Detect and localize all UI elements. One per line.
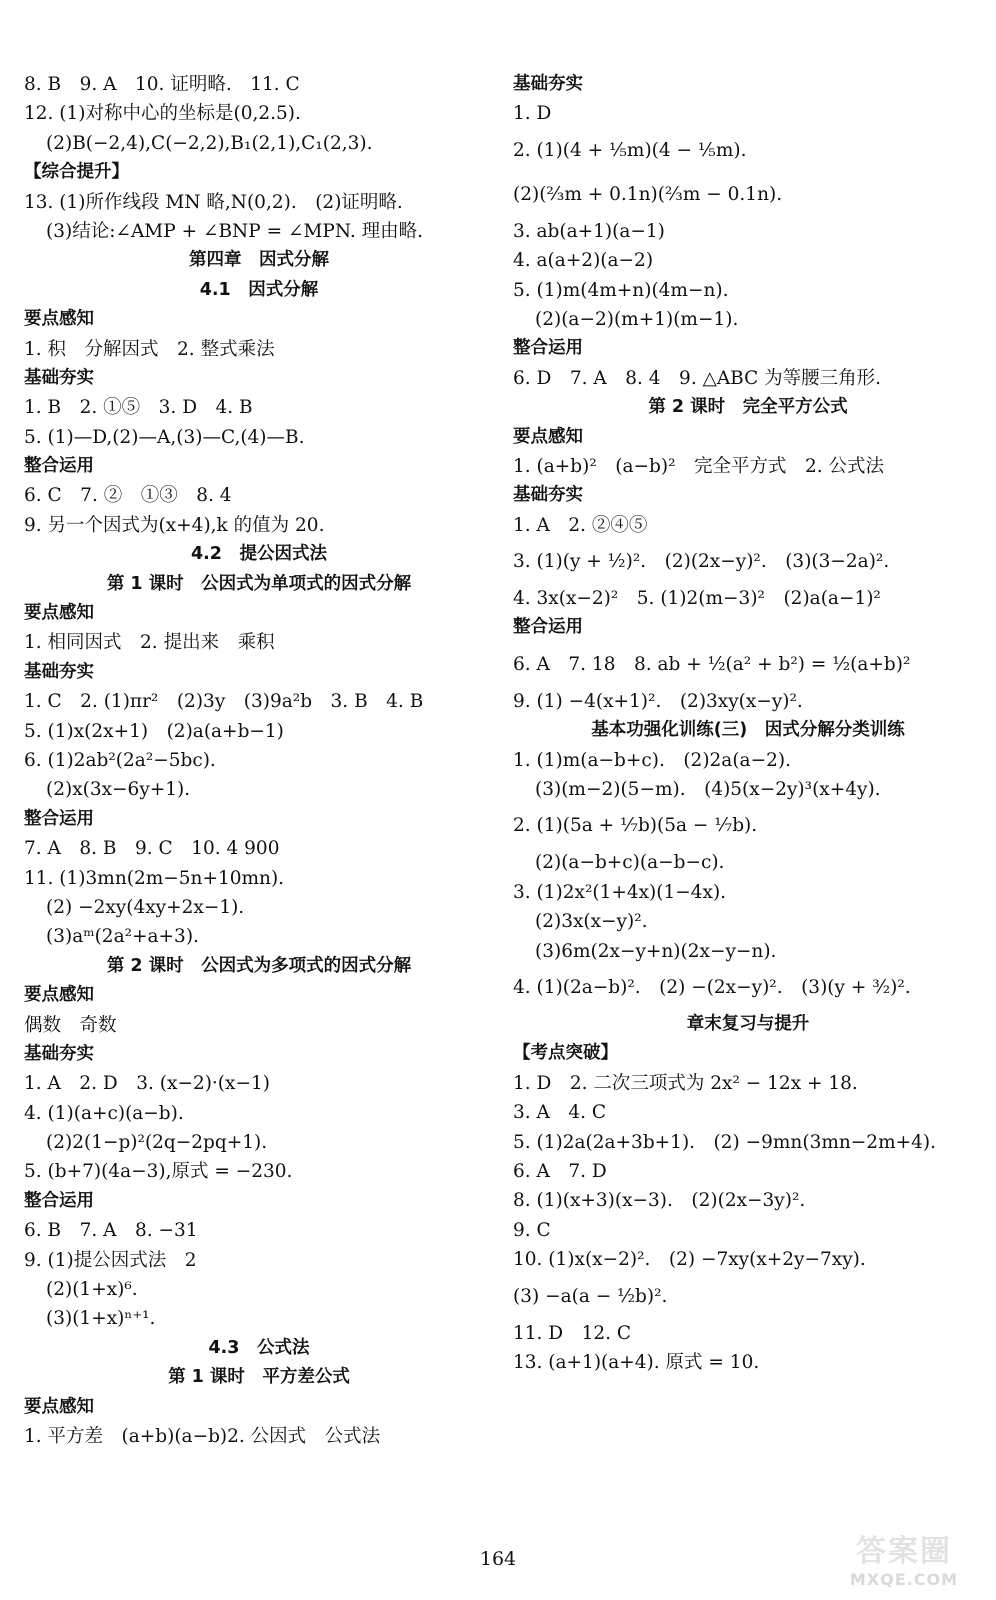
answer-line: (3) −a(a − ½b)². (513, 1285, 668, 1307)
answer-line: 11. (1)3mn(2m−5n+10mn). (24, 867, 285, 889)
chapter-title: 第 2 课时 公因式为多项式的因式分解 (106, 955, 412, 976)
chapter-title: 第 2 课时 完全平方公式 (648, 397, 848, 418)
section-heading: 基础夯实 (24, 661, 94, 682)
answer-line: (2)(1+x)⁶. (46, 1279, 138, 1301)
answer-line: 9. (1) −4(x+1)². (2)3xy(x−y)². (513, 690, 803, 712)
answer-line: (3)6m(2x−y+n)(2x−y−n). (535, 940, 777, 962)
answer-line: 13. (1)所作线段 MN 略,N(0,2). (2)证明略. (24, 191, 403, 213)
answer-line: 1. A 2. D 3. (x−2)·(x−1) (24, 1073, 270, 1095)
answer-line: 5. (1)m(4m+n)(4m−n). (513, 279, 729, 301)
answer-line: 8. (1)(x+3)(x−3). (2)(2x−3y)². (513, 1190, 806, 1212)
answer-line: 7. A 8. B 9. C 10. 4 900 (24, 838, 280, 860)
chapter-title: 章末复习与提升 (686, 1013, 810, 1034)
answer-line: 4. 3x(x−2)² 5. (1)2(m−3)² (2)a(a−1)² (513, 588, 881, 610)
chapter-title: 4.2 提公因式法 (190, 544, 327, 565)
answer-line: 3. (1)(y + ½)². (2)(2x−y)². (3)(3−2a)². (513, 551, 890, 573)
answer-line: 13. (a+1)(a+4). 原式 = 10. (513, 1351, 760, 1373)
answer-line: 5. (b+7)(4a−3),原式 = −230. (24, 1161, 293, 1183)
section-heading: 要点感知 (24, 985, 94, 1006)
chapter-title: 4.1 因式分解 (199, 279, 319, 300)
answer-line: 9. 另一个因式为(x+4),k 的值为 20. (24, 514, 325, 536)
answer-line: 9. (1)提公因式法 2 (24, 1249, 197, 1271)
answer-line: 6. A 7. 18 8. ab + ½(a² + b²) = ½(a+b)² (513, 653, 911, 675)
answer-line: 6. D 7. A 8. 4 9. △ABC 为等腰三角形. (513, 367, 882, 389)
chapter-title: 4.3 公式法 (208, 1337, 310, 1358)
answer-line: 2. (1)(5a + ⅐b)(5a − ⅐b). (513, 815, 758, 837)
answer-line: 3. (1)2x²(1+4x)(1−4x). (513, 881, 727, 903)
watermark-logo (826, 1526, 982, 1592)
section-heading: 【综合提升】 (24, 162, 129, 183)
answer-line: 1. C 2. (1)πr² (2)3y (3)9a²b 3. B 4. B (24, 691, 424, 713)
answer-line: (2)3x(x−y)². (535, 911, 648, 933)
chapter-title: 第四章 因式分解 (189, 250, 329, 271)
answer-line: 1. D (513, 103, 552, 125)
answer-line: 5. (1)x(2x+1) (2)a(a+b−1) (24, 720, 284, 742)
section-heading: 整合运用 (24, 808, 94, 829)
section-heading: 整合运用 (513, 338, 583, 359)
answer-line: 1. (1)m(a−b+c). (2)2a(a−2). (513, 749, 791, 771)
answer-line: (2)x(3x−6y+1). (46, 779, 191, 801)
answer-line: 6. A 7. D (513, 1160, 607, 1182)
answer-line: 12. (1)对称中心的坐标是(0,2.5). (24, 103, 301, 125)
answer-line: 1. 相同因式 2. 提出来 乘积 (24, 632, 275, 654)
chapter-title: 基本功强化训练(三) 因式分解分类训练 (591, 720, 905, 741)
section-heading: 整合运用 (24, 456, 94, 477)
answer-line: (2) −2xy(4xy+2x−1). (46, 896, 245, 918)
answer-line: 5. (1)2a(2a+3b+1). (2) −9mn(3mn−2m+4). (513, 1131, 936, 1153)
answer-line: 6. B 7. A 8. −31 (24, 1220, 198, 1242)
chapter-title: 第 1 课时 平方差公式 (168, 1367, 350, 1388)
chapter-title: 第 1 课时 公因式为单项式的因式分解 (106, 573, 412, 594)
section-heading: 基础夯实 (24, 367, 94, 388)
answer-line: 2. (1)(4 + ¹⁄₅m)(4 − ¹⁄₅m). (513, 139, 747, 161)
section-heading: 【考点突破】 (513, 1043, 618, 1064)
section-heading: 要点感知 (24, 603, 94, 624)
answer-line: 1. 平方差 (a+b)(a−b)2. 公因式 公式法 (24, 1425, 381, 1447)
answer-line: 偶数 奇数 (24, 1014, 117, 1036)
answer-line: (3)(1+x)ⁿ⁺¹. (46, 1308, 156, 1330)
answer-line: 1. (a+b)² (a−b)² 完全平方式 2. 公式法 (513, 455, 885, 477)
answer-line: (2)2(1−p)²(2q−2pq+1). (46, 1132, 268, 1154)
answer-line: 5. (1)—D,(2)—A,(3)—C,(4)—B. (24, 426, 305, 448)
watermark-logo-text: 答案圈 (856, 1534, 952, 1569)
section-heading: 整合运用 (24, 1190, 94, 1211)
answer-line: (3)(m−2)(5−m). (4)5(x−2y)³(x+4y). (535, 779, 881, 801)
answer-line: 3. A 4. C (513, 1102, 607, 1124)
answer-line: (3)aᵐ(2a²+a+3). (46, 926, 199, 948)
answer-line: (2)(²⁄₃m + 0.1n)(²⁄₃m − 0.1n). (513, 183, 783, 205)
answer-line: 1. D 2. 二次三项式为 2x² − 12x + 18. (513, 1072, 858, 1094)
answer-line: 11. D 12. C (513, 1322, 632, 1344)
answer-line: (2)(a−2)(m+1)(m−1). (535, 308, 739, 330)
section-heading: 要点感知 (24, 1396, 94, 1417)
answer-line: (3)结论:∠AMP + ∠BNP = ∠MPN. 理由略. (46, 220, 423, 242)
left-column (24, 70, 494, 1451)
section-heading: 要点感知 (513, 426, 583, 447)
answer-line: (2)(a−b+c)(a−b−c). (535, 852, 725, 874)
section-heading: 基础夯实 (513, 74, 583, 94)
answer-line: 3. ab(a+1)(a−1) (513, 220, 665, 242)
page-number: 164 (479, 1548, 517, 1570)
answer-line: (2)B(−2,4),C(−2,2),B₁(2,1),C₁(2,3). (46, 132, 373, 154)
answer-line: 9. C (513, 1219, 551, 1241)
answer-line: 8. B 9. A 10. 证明略. 11. C (24, 74, 300, 95)
answer-line: 4. a(a+2)(a−2) (513, 250, 654, 272)
answer-line: 1. B 2. ①⑤ 3. D 4. B (24, 397, 253, 419)
section-heading: 整合运用 (513, 617, 583, 638)
section-heading: 要点感知 (24, 309, 94, 330)
answer-line: 6. (1)2ab²(2a²−5bc). (24, 749, 216, 771)
answer-line: 4. (1)(a+c)(a−b). (24, 1102, 184, 1124)
answer-line: 1. 积 分解因式 2. 整式乘法 (24, 338, 275, 360)
answer-line: 4. (1)(2a−b)². (2) −(2x−y)². (3)(y + ³⁄₂)². (513, 976, 911, 998)
answer-line: 6. C 7. ② ①③ 8. 4 (24, 485, 232, 507)
section-heading: 基础夯实 (513, 485, 583, 506)
watermark-logo-site: MXQE.COM (849, 1570, 959, 1589)
answer-line: 1. A 2. ②④⑤ (513, 514, 648, 536)
right-column (513, 70, 983, 1377)
answer-line: 10. (1)x(x−2)². (2) −7xy(x+2y−7xy). (513, 1249, 866, 1271)
section-heading: 基础夯实 (24, 1043, 94, 1064)
